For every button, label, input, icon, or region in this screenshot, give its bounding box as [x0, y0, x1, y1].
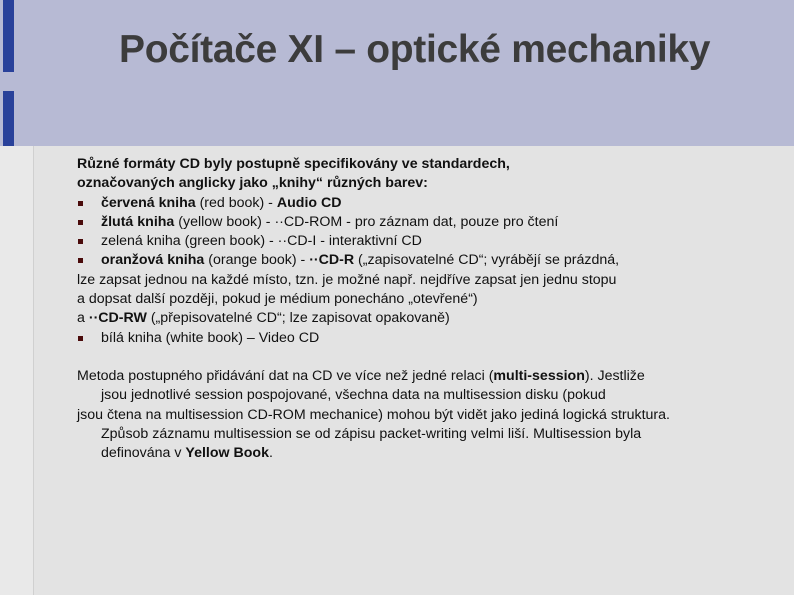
white-book-text: bílá kniha (white book) – Video CD	[101, 329, 320, 346]
accent-bar-top	[3, 0, 14, 72]
orange-book-cdrw-prefix: a	[77, 310, 89, 327]
yellow-book-desc: (yellow book) - ··CD-ROM - pro záznam dat, pouze pro čtení	[174, 213, 559, 230]
slide-body	[77, 155, 777, 463]
orange-book-continuation-2: a dopsat další později, pokud je médium ponecháno „otevřené“)	[77, 291, 478, 308]
paragraph-gap	[77, 348, 777, 367]
multisession-line-3: jsou čtena na multisession CD-ROM mechanice) mohou být vidět jako jediná logická struktura.	[77, 406, 670, 423]
red-book-format: Audio CD	[276, 194, 342, 211]
orange-book-desc: (orange book) -	[204, 252, 310, 269]
multisession-line-4: Způsob záznamu multisession se od zápisu packet-writing velmi liší. Multisession byla	[101, 425, 642, 442]
orange-book-cdrw-desc: („přepisovatelné CD“; lze zapisovat opakovaně)	[146, 310, 450, 327]
list-item-red-book	[77, 194, 777, 213]
list-item-orange-book	[77, 251, 777, 270]
square-bullet-icon	[78, 336, 83, 341]
orange-book-cdrw: ··CD-RW	[88, 310, 147, 327]
orange-book-continuation-3	[77, 309, 777, 328]
multisession-l5-a: definována v	[101, 445, 186, 462]
header-band	[0, 0, 794, 146]
square-bullet-icon	[78, 239, 83, 244]
multisession-line-5	[77, 444, 777, 463]
list-item-white-book	[77, 329, 777, 348]
list-item-green-book	[77, 232, 777, 251]
accent-bar-middle	[3, 91, 14, 146]
square-bullet-icon	[78, 220, 83, 225]
intro-line-2-text: označovaných anglicky jako „knihy“ různých barev:	[77, 175, 428, 192]
orange-book-name: oranžová kniha	[101, 252, 205, 269]
square-bullet-icon	[78, 258, 83, 263]
intro-line-1	[77, 155, 777, 174]
multisession-l1-b: ). Jestliže	[584, 367, 645, 384]
multisession-term: multi-session	[493, 367, 585, 384]
red-book-name: červená kniha	[101, 194, 196, 211]
multisession-line-1	[77, 367, 777, 386]
list-item-yellow-book	[77, 213, 777, 232]
green-book-text: zelená kniha (green book) - ··CD-I - interaktivní CD	[101, 233, 422, 250]
slide-title: Počítače XI – optické mechaniky	[119, 28, 711, 71]
orange-book-cdr: ··CD-R	[309, 252, 355, 269]
multisession-l1-a: Metoda postupného přidávání dat na CD ve více než jedné relaci (	[77, 367, 494, 384]
yellow-book-name: žlutá kniha	[101, 213, 175, 230]
red-book-desc: (red book) -	[195, 194, 277, 211]
intro-line-1-text: Různé formáty CD byly postupně specifikovány ve standardech,	[77, 156, 510, 172]
orange-book-cdr-desc: („zapisovatelné CD“; vyrábějí se prázdná,	[354, 252, 620, 269]
orange-book-continuation-1: lze zapsat jednou na každé místo, tzn. je možné např. nejdříve zapsat jen jednu stopu	[77, 271, 617, 288]
multisession-l5-b: .	[268, 445, 273, 462]
square-bullet-icon	[78, 201, 83, 206]
multisession-line-2: jsou jednotlivé session pospojované, všechna data na multisession disku (pokud	[101, 387, 606, 404]
yellow-book-ref: Yellow Book	[185, 445, 269, 462]
intro-line-2	[77, 174, 777, 193]
